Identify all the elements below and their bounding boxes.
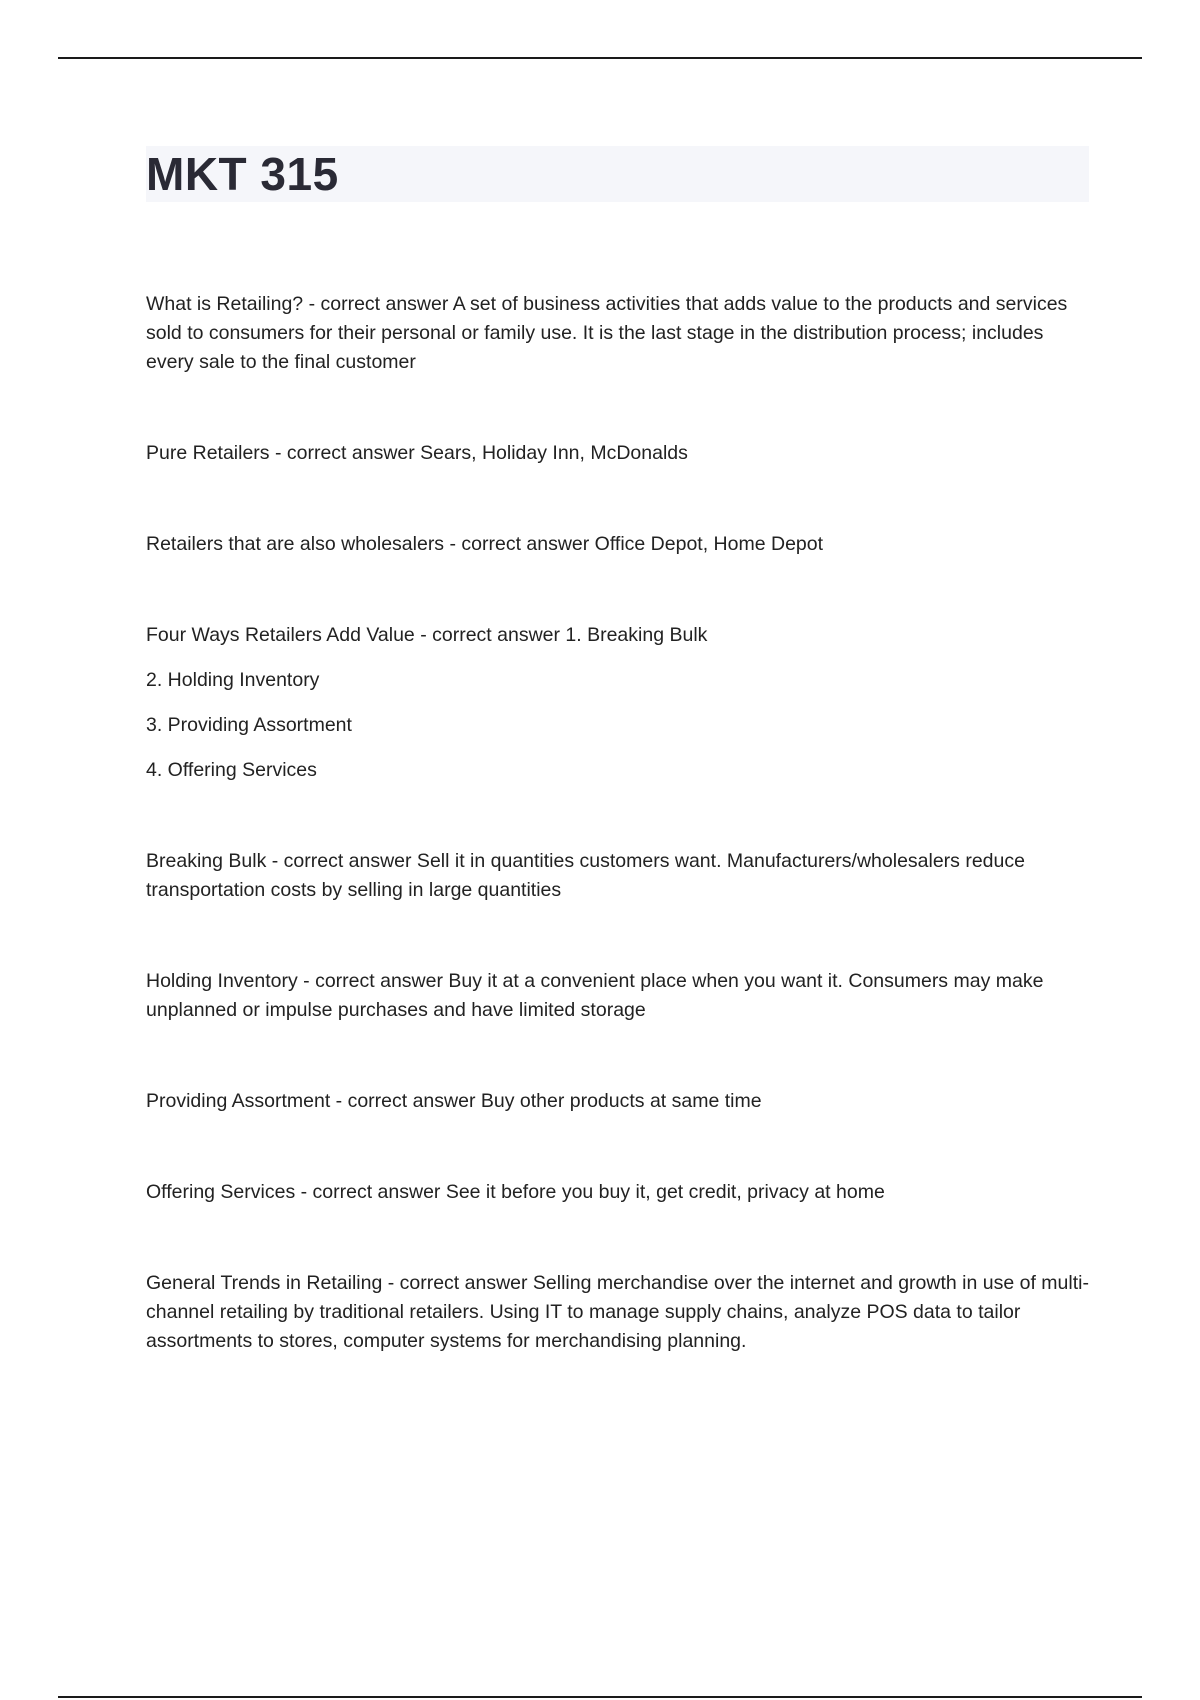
header-rule xyxy=(58,57,1142,59)
document-body xyxy=(146,290,1091,1418)
qa-text: Pure Retailers - correct answer Sears, Holiday Inn, McDonalds xyxy=(146,442,688,464)
qa-text: Breaking Bulk - correct answer Sell it in quantities customers want. Manufacturers/wholesalers reduce transportation costs by selling in large quantities xyxy=(146,850,1025,901)
qa-text: Offering Services - correct answer See it before you buy it, get credit, privacy at home xyxy=(146,1181,885,1203)
qa-entry-what-is-retailing xyxy=(146,290,1091,377)
qa-text: Holding Inventory - correct answer Buy it at a convenient place when you want it. Consumers may make unplanned or impulse purchases and have limited storage xyxy=(146,970,1044,1021)
qa-text: Retailers that are also wholesalers - correct answer Office Depot, Home Depot xyxy=(146,533,824,555)
qa-list-line: 4. Offering Services xyxy=(146,759,317,781)
qa-entry-offering-services xyxy=(146,1178,1091,1207)
footer-rule xyxy=(58,1696,1142,1698)
qa-entry-breaking-bulk xyxy=(146,847,1091,905)
qa-entry-pure-retailers xyxy=(146,439,1091,468)
document-title: MKT 315 xyxy=(146,148,339,200)
qa-entry-general-trends xyxy=(146,1269,1091,1356)
qa-entry-holding-inventory xyxy=(146,967,1091,1025)
qa-text: Providing Assortment - correct answer Buy other products at same time xyxy=(146,1090,762,1112)
qa-text: Four Ways Retailers Add Value - correct answer 1. Breaking Bulk xyxy=(146,624,708,646)
qa-list-line: 2. Holding Inventory xyxy=(146,669,320,691)
qa-text: General Trends in Retailing - correct answer Selling merchandise over the internet and growth in use of multi-channel retailing by traditional retailers. Using IT to manage supply chains, analyze POS data to tailor assortments to stores, computer systems for merchandising planning. xyxy=(146,1272,1089,1352)
qa-entry-providing-assortment xyxy=(146,1087,1091,1116)
qa-list-line: 3. Providing Assortment xyxy=(146,714,352,736)
qa-entry-retailers-wholesalers xyxy=(146,530,1091,559)
qa-entry-four-ways xyxy=(146,621,1091,785)
qa-text: What is Retailing? - correct answer A set of business activities that adds value to the products and services sold to consumers for their personal or family use. It is the last stage in the distribution process; includes every sale to the final customer xyxy=(146,293,1068,373)
